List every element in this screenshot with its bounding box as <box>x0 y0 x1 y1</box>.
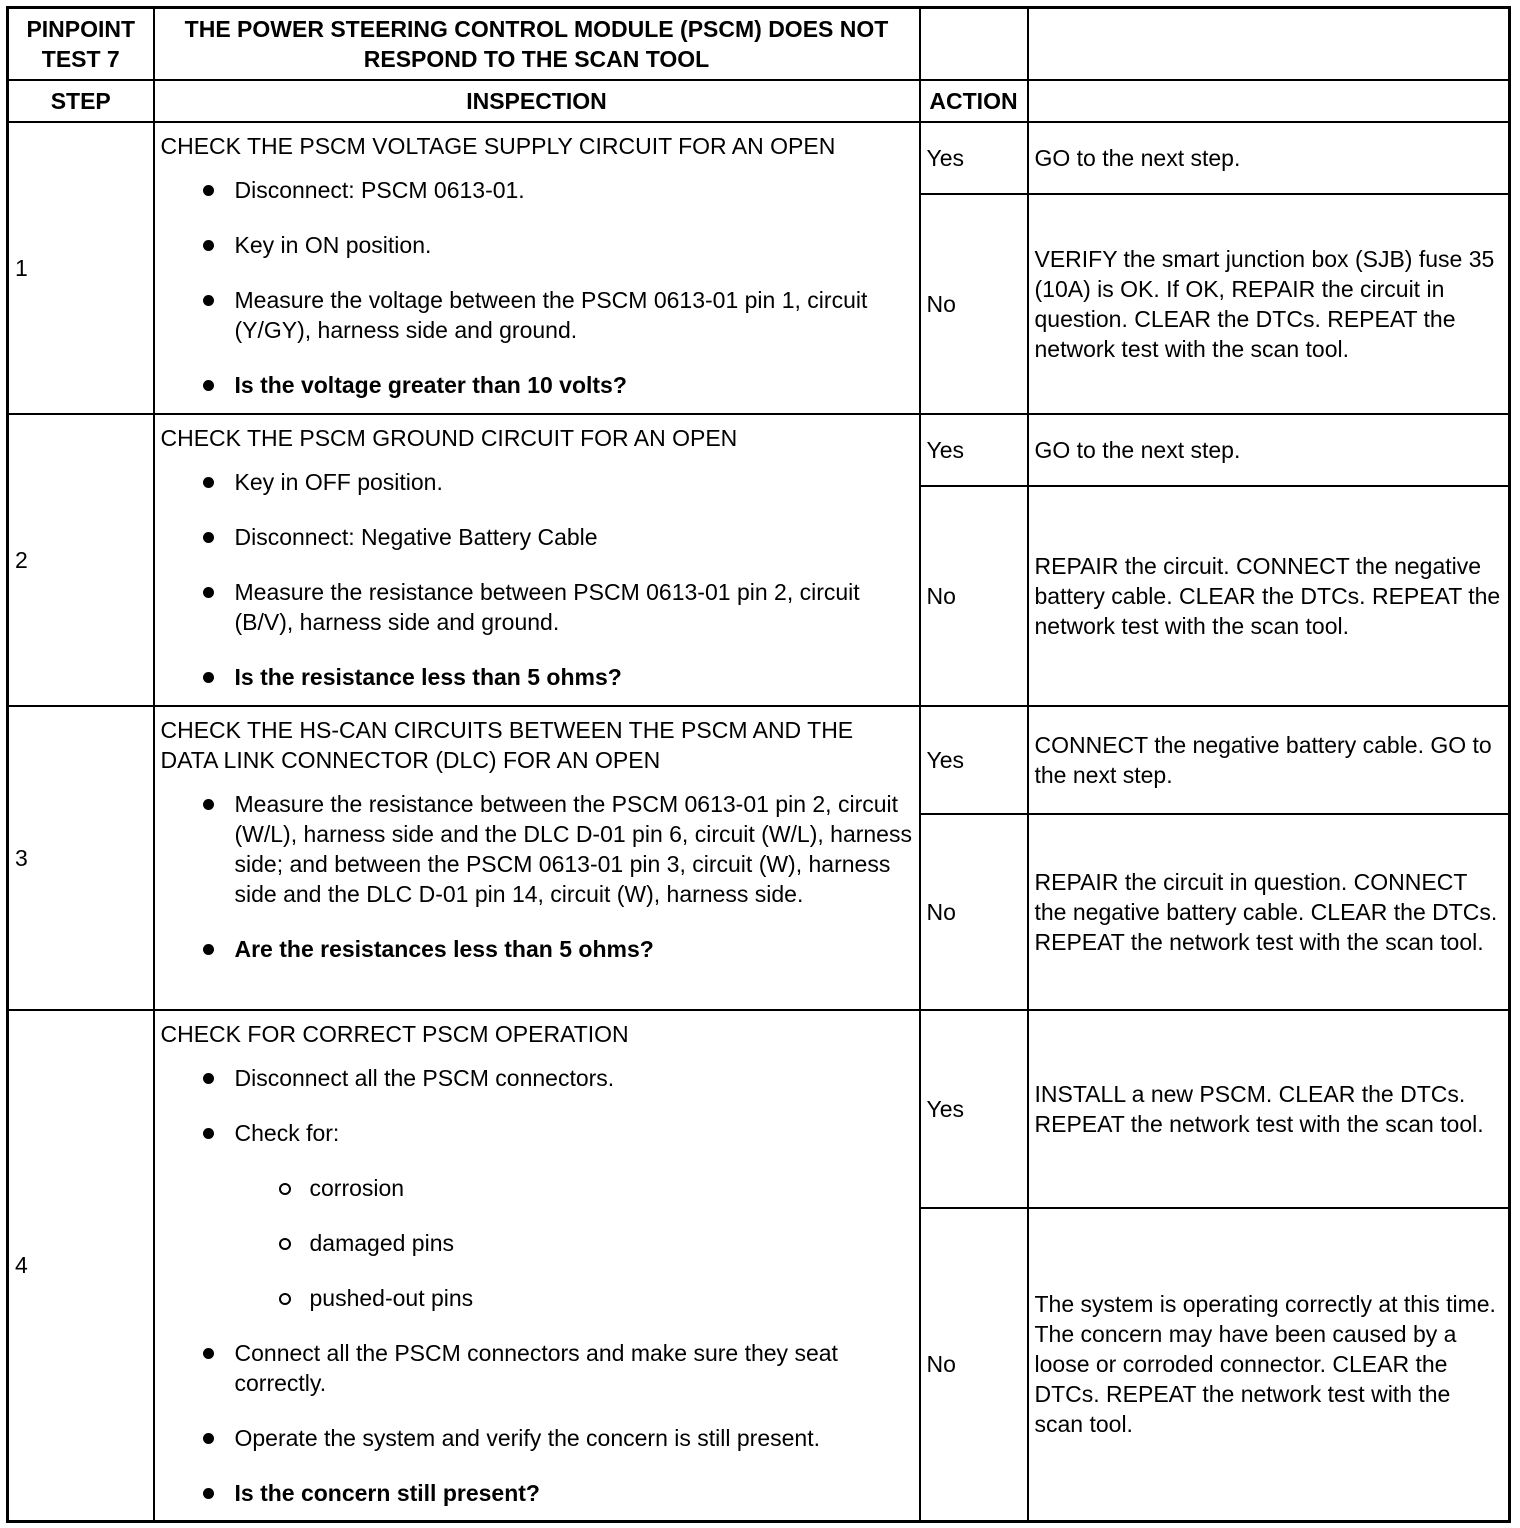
question-item: Is the concern still present? <box>235 1478 913 1508</box>
list-item: Disconnect: PSCM 0613-01. <box>235 175 913 205</box>
pinpoint-test-label: PINPOINT TEST 7 <box>8 8 154 80</box>
list-item: Measure the resistance between PSCM 0613-01 pin 2, circuit (B/V), harness side and ground. <box>235 577 913 637</box>
yes-action: CONNECT the negative battery cable. GO to the next step. <box>1028 706 1510 814</box>
yes-action: GO to the next step. <box>1028 414 1510 486</box>
step-3-inspection <box>154 706 920 1010</box>
step-number: 1 <box>8 122 154 414</box>
pinpoint-test-table <box>6 6 1511 1523</box>
yes-label: Yes <box>920 1010 1028 1208</box>
test-title: THE POWER STEERING CONTROL MODULE (PSCM) DOES NOT RESPOND TO THE SCAN TOOL <box>154 8 920 80</box>
step-number: 2 <box>8 414 154 706</box>
step-2-inspection <box>154 414 920 706</box>
list-item-label: Check for: <box>234 1119 340 1146</box>
step-title: CHECK FOR CORRECT PSCM OPERATION <box>160 1020 629 1047</box>
action-column-header: ACTION <box>920 80 1028 122</box>
list-item: Measure the resistance between the PSCM 0613-01 pin 2, circuit (W/L), harness side and the DLC D-01 pin 6, circuit (W/L), harness side; and between the PSCM 0613-01 pin 3, circuit (W), harness side and the DLC D-01 pin 14, circuit (W), harness side. <box>234 790 912 907</box>
list-item: Disconnect: Negative Battery Cable <box>235 522 913 552</box>
list-item: Key in ON position. <box>235 230 913 260</box>
list-item <box>235 1118 913 1313</box>
step-3-yes-row <box>8 706 1510 814</box>
no-action: REPAIR the circuit. CONNECT the negative battery cable. CLEAR the DTCs. REPEAT the network test with the scan tool. <box>1028 486 1510 706</box>
no-label: No <box>920 814 1028 1010</box>
no-action: The system is operating correctly at this time. The concern may have been caused by a loose or corroded connector. CLEAR the DTCs. REPEAT the network test with the scan tool. <box>1028 1208 1510 1522</box>
list-item: Key in OFF position. <box>235 467 913 497</box>
list-item: Disconnect all the PSCM connectors. <box>235 1063 913 1093</box>
yes-label: Yes <box>920 706 1028 814</box>
title-row <box>8 8 1510 80</box>
list-item: Connect all the PSCM connectors and make sure they seat correctly. <box>235 1338 913 1398</box>
step-number: 3 <box>8 706 154 1010</box>
sub-list-item: corrosion <box>310 1173 913 1203</box>
step-1-yes-row <box>8 122 1510 194</box>
step-4-yes-row <box>8 1010 1510 1208</box>
question-item: Is the resistance less than 5 ohms? <box>235 662 913 692</box>
no-label: No <box>920 486 1028 706</box>
no-action: REPAIR the circuit in question. CONNECT the negative battery cable. CLEAR the DTCs. REPEAT the network test with the scan tool. <box>1028 814 1510 1010</box>
step-title: CHECK THE PSCM VOLTAGE SUPPLY CIRCUIT FOR AN OPEN <box>160 132 836 159</box>
inspection-list <box>161 467 913 692</box>
inspection-list <box>161 1063 913 1508</box>
no-action: VERIFY the smart junction box (SJB) fuse 35 (10A) is OK. If OK, REPAIR the circuit in question. CLEAR the DTCs. REPEAT the network test with the scan tool. <box>1028 194 1510 414</box>
inspection-list <box>161 175 913 400</box>
question-item: Are the resistances less than 5 ohms? <box>235 934 913 964</box>
step-number: 4 <box>8 1010 154 1522</box>
sub-list-item: pushed-out pins <box>310 1283 913 1313</box>
no-label: No <box>920 1208 1028 1522</box>
inspection-column-header: INSPECTION <box>154 80 920 122</box>
list-item: Operate the system and verify the concern is still present. <box>235 1423 913 1453</box>
step-1-inspection <box>154 122 920 414</box>
sub-list <box>235 1173 913 1313</box>
inspection-list <box>161 789 913 964</box>
sub-list-item: damaged pins <box>310 1228 913 1258</box>
step-title: CHECK THE PSCM GROUND CIRCUIT FOR AN OPEN <box>160 424 738 451</box>
list-item: Measure the voltage between the PSCM 0613-01 pin 1, circuit (Y/GY), harness side and ground. <box>235 285 913 345</box>
yes-label: Yes <box>920 414 1028 486</box>
yes-action: GO to the next step. <box>1028 122 1510 194</box>
question-item: Is the voltage greater than 10 volts? <box>235 370 913 400</box>
step-4-inspection <box>154 1010 920 1522</box>
step-2-yes-row <box>8 414 1510 486</box>
yes-label: Yes <box>920 122 1028 194</box>
step-title: CHECK THE HS-CAN CIRCUITS BETWEEN THE PSCM AND THE DATA LINK CONNECTOR (DLC) FOR AN OPEN <box>160 716 854 773</box>
step-column-header: STEP <box>8 80 154 122</box>
yes-action: INSTALL a new PSCM. CLEAR the DTCs. REPEAT the network test with the scan tool. <box>1028 1010 1510 1208</box>
column-header-row <box>8 80 1510 122</box>
no-label: No <box>920 194 1028 414</box>
